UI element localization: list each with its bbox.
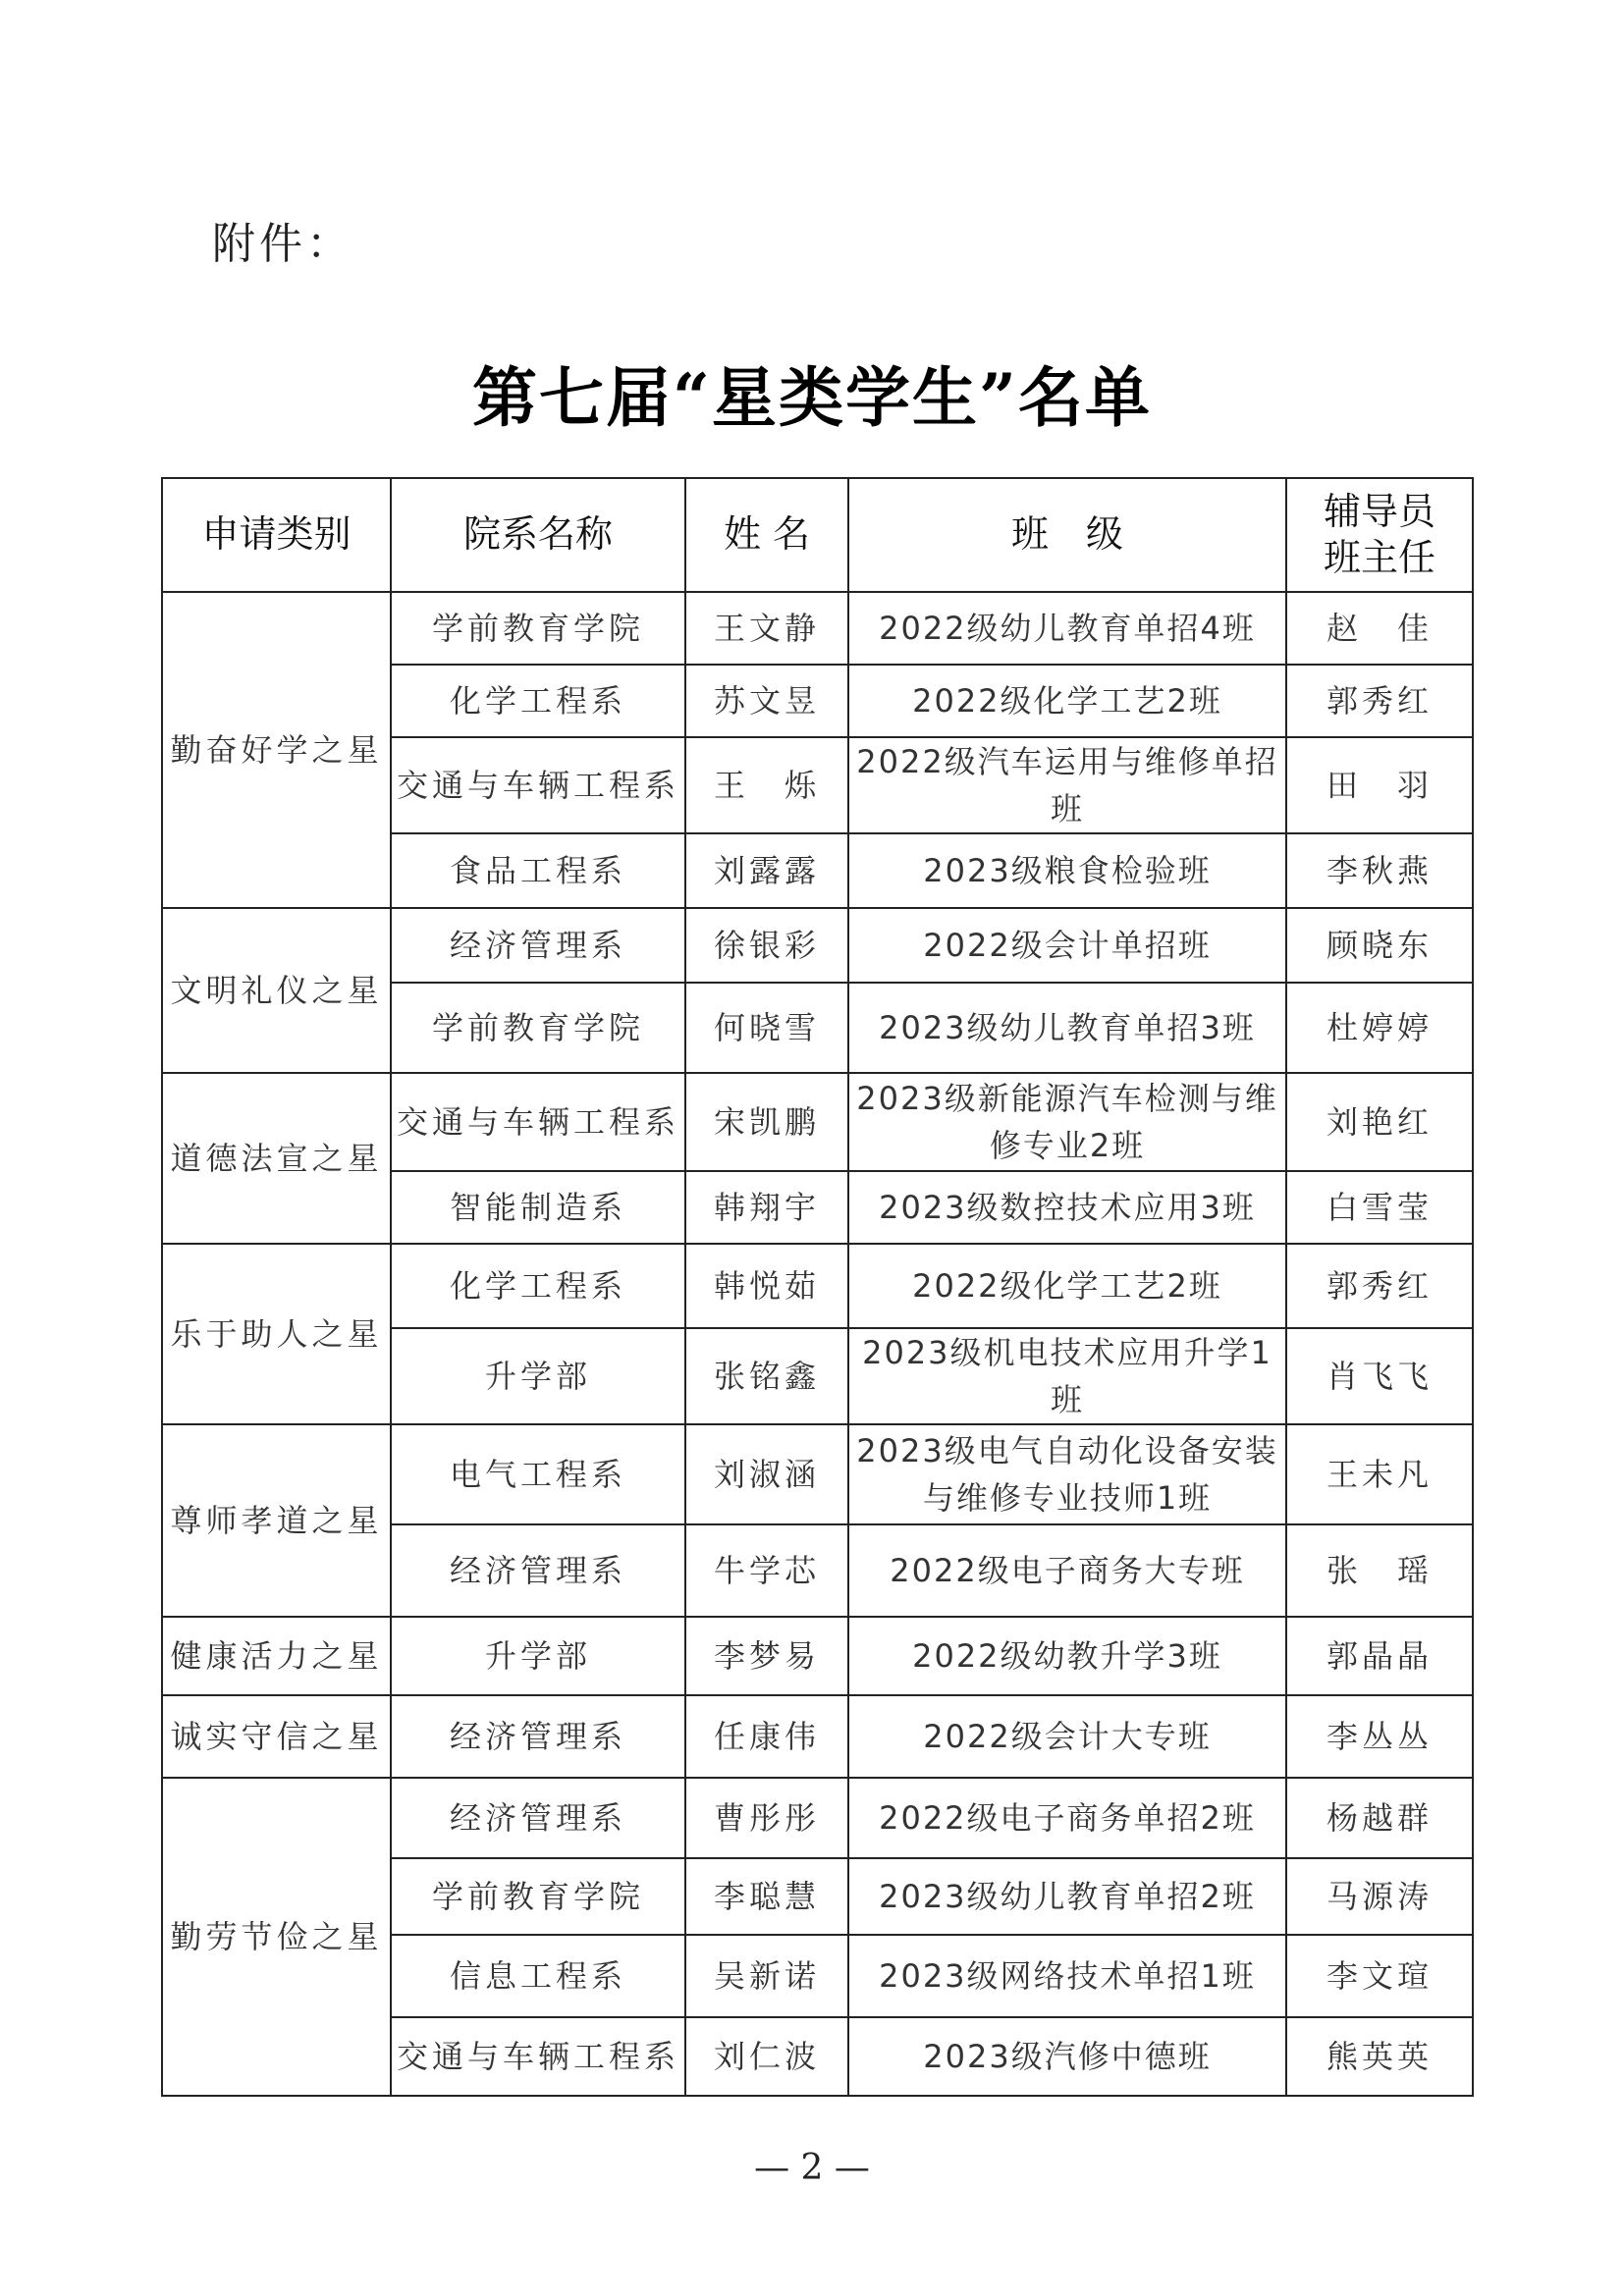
class-cell: 2022级电子商务大专班 bbox=[848, 1524, 1286, 1617]
class-cell: 2023级粮食检验班 bbox=[848, 833, 1286, 908]
department-cell: 学前教育学院 bbox=[391, 592, 685, 665]
advisor-cell: 郭秀红 bbox=[1286, 665, 1473, 737]
category-cell: 勤劳节俭之星 bbox=[162, 1778, 391, 2096]
advisor-cell: 刘艳红 bbox=[1286, 1073, 1473, 1171]
class-cell: 2022级会计大专班 bbox=[848, 1695, 1286, 1778]
student-list-table bbox=[161, 477, 1474, 2097]
advisor-cell: 赵 佳 bbox=[1286, 592, 1473, 665]
category-cell: 道德法宣之星 bbox=[162, 1073, 391, 1244]
name-cell: 韩悦茹 bbox=[685, 1244, 848, 1328]
class-cell: 2022级会计单招班 bbox=[848, 908, 1286, 983]
name-cell: 刘淑涵 bbox=[685, 1424, 848, 1524]
advisor-cell: 肖飞飞 bbox=[1286, 1328, 1473, 1424]
advisor-cell: 杜婷婷 bbox=[1286, 983, 1473, 1073]
document-title: 第七届“星类学生”名单 bbox=[472, 359, 1152, 436]
header-advisor-line2: 班主任 bbox=[1323, 536, 1435, 579]
advisor-cell: 王未凡 bbox=[1286, 1424, 1473, 1524]
department-cell: 交通与车辆工程系 bbox=[391, 1073, 685, 1171]
name-cell: 曹彤彤 bbox=[685, 1778, 848, 1858]
advisor-cell: 熊英英 bbox=[1286, 2017, 1473, 2096]
class-cell: 2022级幼教升学3班 bbox=[848, 1617, 1286, 1695]
advisor-cell: 白雪莹 bbox=[1286, 1171, 1473, 1244]
category-cell: 文明礼仪之星 bbox=[162, 908, 391, 1073]
department-cell: 信息工程系 bbox=[391, 1935, 685, 2017]
name-cell: 李聪慧 bbox=[685, 1858, 848, 1935]
category-cell: 乐于助人之星 bbox=[162, 1244, 391, 1424]
table-row bbox=[162, 1617, 1473, 1695]
attachment-label: 附件： bbox=[212, 219, 353, 269]
category-cell: 健康活力之星 bbox=[162, 1617, 391, 1695]
header-class: 班 级 bbox=[848, 478, 1286, 592]
header-advisor-line1: 辅导员 bbox=[1323, 489, 1435, 533]
department-cell: 升学部 bbox=[391, 1328, 685, 1424]
table-row bbox=[162, 1778, 1473, 1858]
name-cell: 刘露露 bbox=[685, 833, 848, 908]
department-cell: 经济管理系 bbox=[391, 1778, 685, 1858]
header-category: 申请类别 bbox=[162, 478, 391, 592]
table-row bbox=[162, 1695, 1473, 1778]
table-header-row bbox=[162, 478, 1473, 592]
advisor-cell: 杨越群 bbox=[1286, 1778, 1473, 1858]
department-cell: 升学部 bbox=[391, 1617, 685, 1695]
advisor-cell: 李秋燕 bbox=[1286, 833, 1473, 908]
name-cell: 苏文昱 bbox=[685, 665, 848, 737]
department-cell: 学前教育学院 bbox=[391, 1858, 685, 1935]
name-cell: 王 烁 bbox=[685, 737, 848, 833]
advisor-cell: 郭晶晶 bbox=[1286, 1617, 1473, 1695]
department-cell: 电气工程系 bbox=[391, 1424, 685, 1524]
advisor-cell: 李丛丛 bbox=[1286, 1695, 1473, 1778]
advisor-cell: 张 瑶 bbox=[1286, 1524, 1473, 1617]
name-cell: 何晓雪 bbox=[685, 983, 848, 1073]
header-name: 姓 名 bbox=[685, 478, 848, 592]
class-cell: 2023级数控技术应用3班 bbox=[848, 1171, 1286, 1244]
name-cell: 韩翔宇 bbox=[685, 1171, 848, 1244]
table-row bbox=[162, 1073, 1473, 1171]
department-cell: 学前教育学院 bbox=[391, 983, 685, 1073]
department-cell: 经济管理系 bbox=[391, 1695, 685, 1778]
class-cell: 2023级网络技术单招1班 bbox=[848, 1935, 1286, 2017]
category-cell: 勤奋好学之星 bbox=[162, 592, 391, 908]
advisor-cell: 田 羽 bbox=[1286, 737, 1473, 833]
department-cell: 食品工程系 bbox=[391, 833, 685, 908]
advisor-cell: 顾晓东 bbox=[1286, 908, 1473, 983]
class-cell: 2023级电气自动化设备安装与维修专业技师1班 bbox=[848, 1424, 1286, 1524]
department-cell: 化学工程系 bbox=[391, 1244, 685, 1328]
table-row bbox=[162, 908, 1473, 983]
name-cell: 张铭鑫 bbox=[685, 1328, 848, 1424]
class-cell: 2022级电子商务单招2班 bbox=[848, 1778, 1286, 1858]
class-cell: 2022级汽车运用与维修单招班 bbox=[848, 737, 1286, 833]
department-cell: 经济管理系 bbox=[391, 1524, 685, 1617]
advisor-cell: 马源涛 bbox=[1286, 1858, 1473, 1935]
department-cell: 交通与车辆工程系 bbox=[391, 737, 685, 833]
department-cell: 交通与车辆工程系 bbox=[391, 2017, 685, 2096]
class-cell: 2023级汽修中德班 bbox=[848, 2017, 1286, 2096]
class-cell: 2022级化学工艺2班 bbox=[848, 1244, 1286, 1328]
advisor-cell: 郭秀红 bbox=[1286, 1244, 1473, 1328]
name-cell: 刘仁波 bbox=[685, 2017, 848, 2096]
name-cell: 牛学芯 bbox=[685, 1524, 848, 1617]
class-cell: 2022级幼儿教育单招4班 bbox=[848, 592, 1286, 665]
header-advisor bbox=[1286, 478, 1473, 592]
class-cell: 2023级幼儿教育单招2班 bbox=[848, 1858, 1286, 1935]
category-cell: 诚实守信之星 bbox=[162, 1695, 391, 1778]
page-number: — 2 — bbox=[754, 2148, 870, 2188]
name-cell: 王文静 bbox=[685, 592, 848, 665]
table-body bbox=[162, 592, 1473, 2096]
class-cell: 2023级新能源汽车检测与维修专业2班 bbox=[848, 1073, 1286, 1171]
name-cell: 徐银彩 bbox=[685, 908, 848, 983]
table-row bbox=[162, 1244, 1473, 1328]
table-row bbox=[162, 1424, 1473, 1524]
name-cell: 任康伟 bbox=[685, 1695, 848, 1778]
header-department: 院系名称 bbox=[391, 478, 685, 592]
table-row bbox=[162, 592, 1473, 665]
department-cell: 经济管理系 bbox=[391, 908, 685, 983]
class-cell: 2023级幼儿教育单招3班 bbox=[848, 983, 1286, 1073]
advisor-cell: 李文瑄 bbox=[1286, 1935, 1473, 2017]
class-cell: 2023级机电技术应用升学1班 bbox=[848, 1328, 1286, 1424]
department-cell: 化学工程系 bbox=[391, 665, 685, 737]
category-cell: 尊师孝道之星 bbox=[162, 1424, 391, 1617]
department-cell: 智能制造系 bbox=[391, 1171, 685, 1244]
name-cell: 李梦易 bbox=[685, 1617, 848, 1695]
class-cell: 2022级化学工艺2班 bbox=[848, 665, 1286, 737]
name-cell: 宋凯鹏 bbox=[685, 1073, 848, 1171]
name-cell: 吴新诺 bbox=[685, 1935, 848, 2017]
